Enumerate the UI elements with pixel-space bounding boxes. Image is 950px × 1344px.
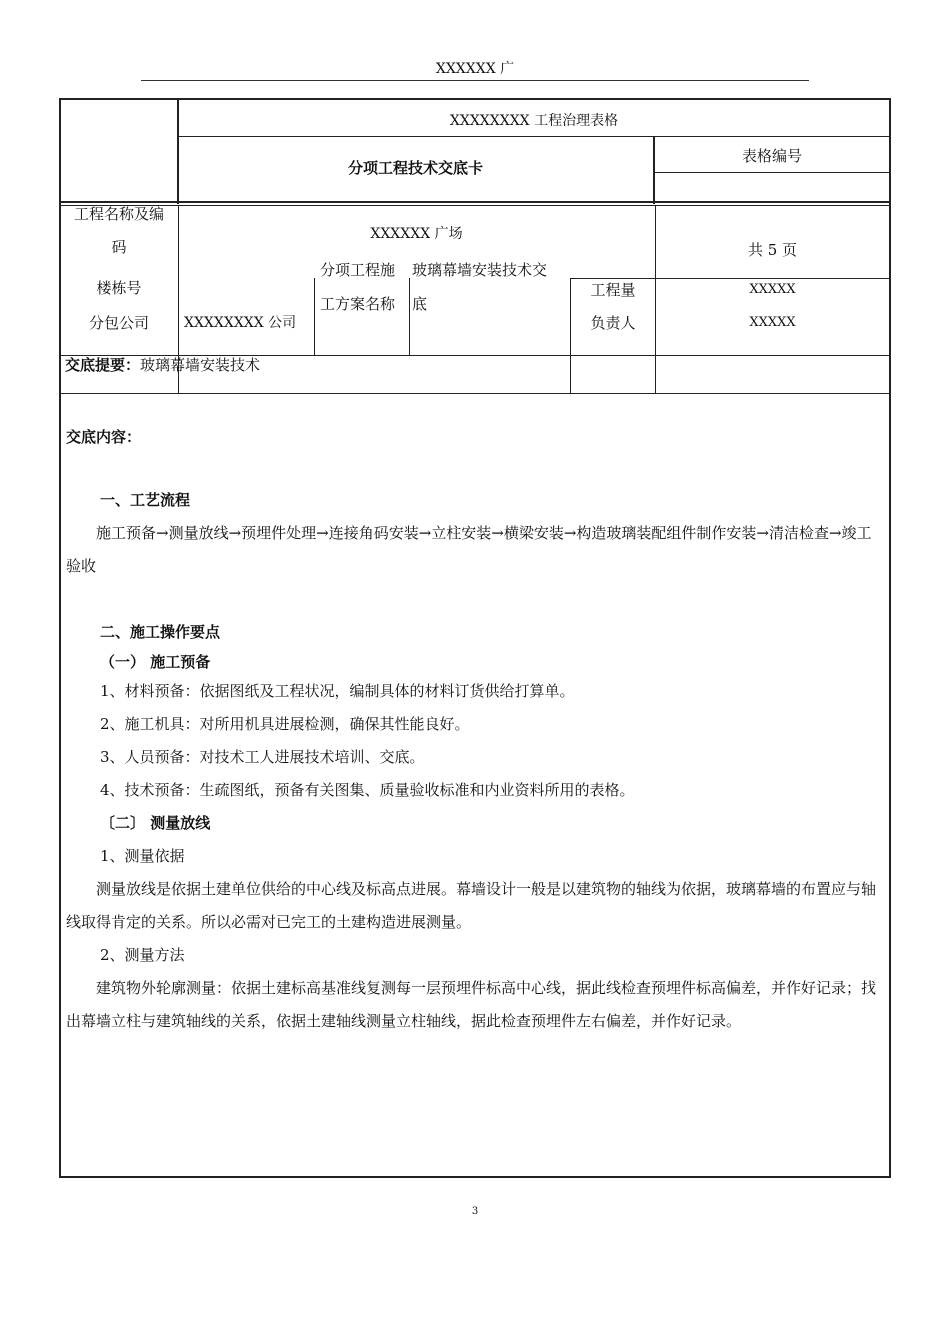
- subitem-value: 玻璃幕墙安装技术交: [412, 261, 548, 279]
- project-name-label-cont: 码: [111, 238, 127, 256]
- measure-method-paragraph: 建筑物外轮廓测量：依据土建标高基准线复测每一层预埋件标高中心线，据此线检查预埋件标高偏差，并作好记录；找出幕墙立柱与建筑轴线的关系，依据土建轴线测量立柱轴线，据此检查预埋件左右偏差，并作好记录。: [66, 979, 877, 1030]
- prep-item-4: 4、技术预备：生疏图纸，预备有关图集、质量验收标准和内业资料所用的表格。: [100, 781, 635, 799]
- subsection-2-title: 〔二〕 测量放线: [100, 814, 211, 832]
- summary-row: [65, 355, 565, 375]
- subsection-1-title: （一） 施工预备: [100, 653, 211, 671]
- quantity-value: XXXXX: [749, 282, 796, 297]
- subcontractor-value: XXXXXXXX 公司: [184, 315, 297, 331]
- summary-value: 玻璃幕墙安装技术: [140, 356, 261, 374]
- form-number-label: 表格编号: [741, 147, 802, 165]
- prep-item-2: 2、施工机具：对所用机具进展检测，确保其性能良好。: [100, 715, 470, 733]
- project-name-value: XXXXXX 广场: [370, 226, 463, 242]
- total-pages: 共 5 页: [747, 241, 798, 259]
- subitem-label: 分项工程施: [320, 261, 396, 279]
- content-body: [66, 484, 878, 1038]
- building-no-label: 楼栋号: [96, 279, 142, 297]
- org-form-title: XXXXXXXX 工程治理表格: [449, 113, 619, 129]
- scheme-name-value: 底: [412, 295, 428, 313]
- content-label: 交底内容：: [66, 428, 142, 446]
- page-header-title: XXXXXX 广: [435, 61, 515, 77]
- prep-item-1: 1、材料预备：依据图纸及工程状况，编制具体的材料订货供给打算单。: [100, 682, 575, 700]
- measure-basis-title: 1、测量依据: [100, 847, 185, 865]
- prep-item-3: 3、人员预备：对技术工人进展技术培训、交底。: [100, 748, 425, 766]
- scheme-name-label: 工方案名称: [320, 295, 396, 313]
- section-1-title: 一、工艺流程: [100, 491, 191, 509]
- manager-label: 负责人: [590, 314, 636, 332]
- manager-value: XXXXX: [749, 315, 796, 330]
- measure-method-title: 2、测量方法: [100, 946, 185, 964]
- section-2-title: 二、施工操作要点: [100, 623, 221, 641]
- page-number: 3: [471, 1206, 479, 1217]
- subcontractor-label: 分包公司: [88, 314, 149, 332]
- quantity-label: 工程量: [590, 281, 636, 299]
- measure-basis-paragraph: 测量放线是依据土建单位供给的中心线及标高点进展。幕墙设计一般是以建筑物的轴线为依据，玻璃幕墙的布置应与轴线取得肯定的关系。所以必需对已完工的土建构造进展测量。: [66, 880, 877, 931]
- card-title: 分项工程技术交底卡: [347, 159, 483, 177]
- section-1-paragraph: 施工预备→测量放线→预埋件处理→连接角码安装→立柱安装→横梁安装→构造玻璃装配组件制作安装→清洁检查→竣工验收: [66, 524, 872, 575]
- summary-label: 交底提要：: [65, 356, 141, 374]
- header-divider: [141, 80, 809, 81]
- project-name-label: 工程名称及编: [73, 205, 164, 223]
